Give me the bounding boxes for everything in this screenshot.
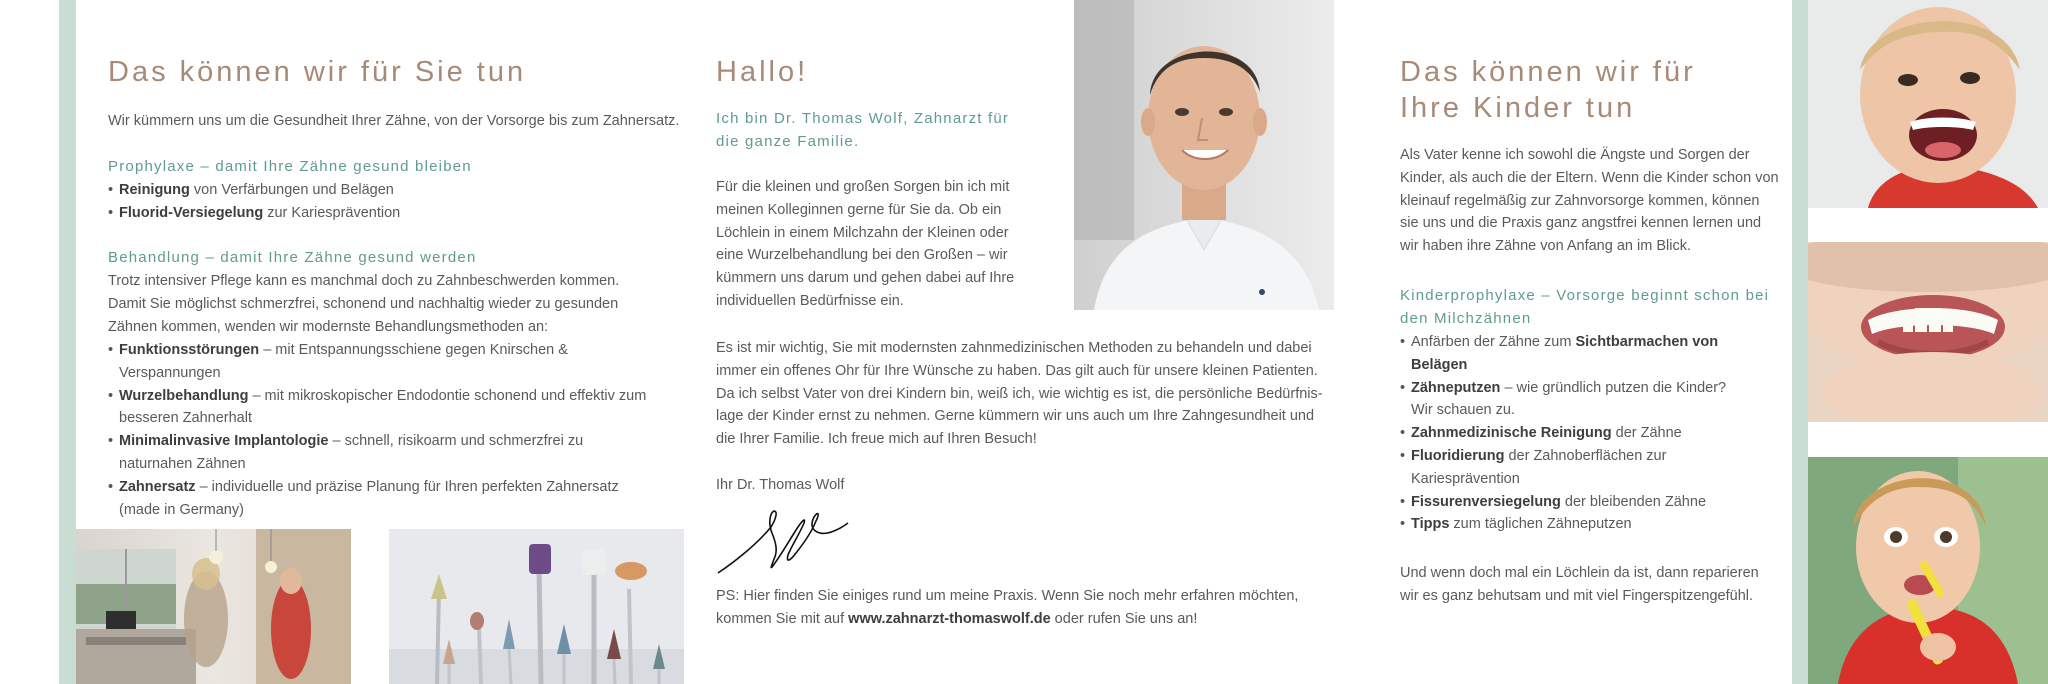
greeting-subtitle: Ich bin Dr. Thomas Wolf, Zahnarzt für die ganze Familie. [716,110,1010,150]
list-item: • Fluorid-Versiegelung zur Kariesprävention [108,202,688,225]
child-teeth-closeup-photo [1808,242,2048,422]
list-item: • Minimalinvasive Implantologie – schnell, risikoarm und schmerzfrei zu naturnahen Zähnen [108,430,648,476]
kinderprophylaxe-heading: Kinderprophylaxe – Vorsorge beginnt schon bei den Milchzähnen [1400,287,1770,327]
practice-reception-photo [76,529,351,684]
list-item: • Fluoridierung der Zahnoberflächen zur Kariesprävention [1400,445,1730,491]
decorative-stripe-left [59,0,76,684]
list-item: • Zahnersatz – individuelle und präzise Planung für Ihren perfekten Zahnersatz (made in Germany) [108,476,648,522]
list-item: • Reinigung von Verfärbungen und Belägen [108,179,688,202]
behandlung-list [108,339,648,521]
greeting-paragraph-1: Für die kleinen und großen Sorgen bin ich mit meinen Kolleginnen gerne für Sie da. Ob ein Löchlein in einem Milchzahn der Kleinen oder eine Wurzelbehandlung bei den Großen – wir kümmern uns darum und gehen dabei auf Ihre individuellen Bedürfnisse ein. [716,179,1015,309]
laughing-child-photo [1808,0,2048,208]
greeting-title: Hallo! [716,56,809,88]
list-item: • Anfärben der Zähne zum Sichtbarmachen von Belägen [1400,331,1730,377]
list-item: • Wurzelbehandlung – mit mikroskopischer Endodontie schonend und effektiv zum besseren Zahnerhalt [108,385,648,431]
prophylaxe-list [108,179,688,225]
behandlung-heading: Behandlung – damit Ihre Zähne gesund werden [108,249,477,266]
list-item: • Fissurenversiegelung der bleibenden Zähne [1400,491,1730,514]
prophylaxe-heading: Prophylaxe – damit Ihre Zähne gesund bleiben [108,158,472,175]
closing-line: Ihr Dr. Thomas Wolf [716,477,845,493]
list-item: • Zahnmedizinische Reinigung der Zähne [1400,422,1730,445]
website-link[interactable]: www.zahnarzt-thomaswolf.de [848,610,1051,627]
services-intro: Wir kümmern uns um die Gesundheit Ihrer Zähne, von der Vorsorge bis zum Zahnersatz. [108,113,680,129]
decorative-stripe-right [1792,0,1808,684]
dental-burs-photo [389,529,684,684]
children-services-title: Das können wir für Ihre Kinder tun [1400,56,1696,124]
doctor-portrait [1074,0,1334,310]
postscript: PS: Hier finden Sie einiges rund um meine Praxis. Wenn Sie noch mehr erfahren möchten, kommen Sie mit auf www.zahnarzt-thomaswolf.de oder rufen Sie uns an! [716,588,1299,627]
services-title: Das können wir für Sie tun [108,56,527,88]
handwritten-signature [716,497,856,577]
children-outro: Und wenn doch mal ein Löchlein da ist, dann reparieren wir es ganz behutsam und mit viel Fingerspitzengefühl. [1400,565,1759,604]
kinderprophylaxe-list [1400,331,1730,536]
child-brushing-teeth-photo [1808,457,2048,684]
list-item: • Tipps zum täglichen Zähneputzen [1400,513,1730,536]
list-item: • Zähneputzen – wie gründlich putzen die Kinder? Wir schauen zu. [1400,377,1730,423]
behandlung-text: Trotz intensiver Pflege kann es manchmal doch zu Zahnbeschwerden kommen. Damit Sie möglichst schmerzfrei, schonend und nachhaltig wieder zu gesunden Zähnen kommen, wenden wir modernste Behandlungsmethoden an: [108,273,620,335]
greeting-paragraph-2: Es ist mir wichtig, Sie mit modernsten zahnmedizinischen Methoden zu behandeln und dabei immer ein offenes Ohr für Ihre Wünsche zu haben. Das gilt auch für unsere kleinen Patienten. Da ich selbst Vater von drei Kindern bin, weiß ich, wie wichtig es ist, die persönliche Bedürfnis-lage der Kinder ernst zu nehmen. Gerne kümmern wir uns auch um Ihre Zahngesundheit und die Ihrer Familie. Ich freue mich auf Ihren Besuch! [716,340,1323,448]
children-intro: Als Vater kenne ich sowohl die Ängste und Sorgen der Kinder, als auch die der Eltern. Wenn die Kinder schon von kleinauf regelmäßig zur Zahnvorsorge kommen, können sie uns und die Praxis ganz angstfrei kennen lernen und wir haben ihre Zähne von Anfang an im Blick. [1400,147,1779,255]
list-item: • Funktionsstörungen – mit Entspannungsschiene gegen Knirschen & Verspannungen [108,339,648,385]
